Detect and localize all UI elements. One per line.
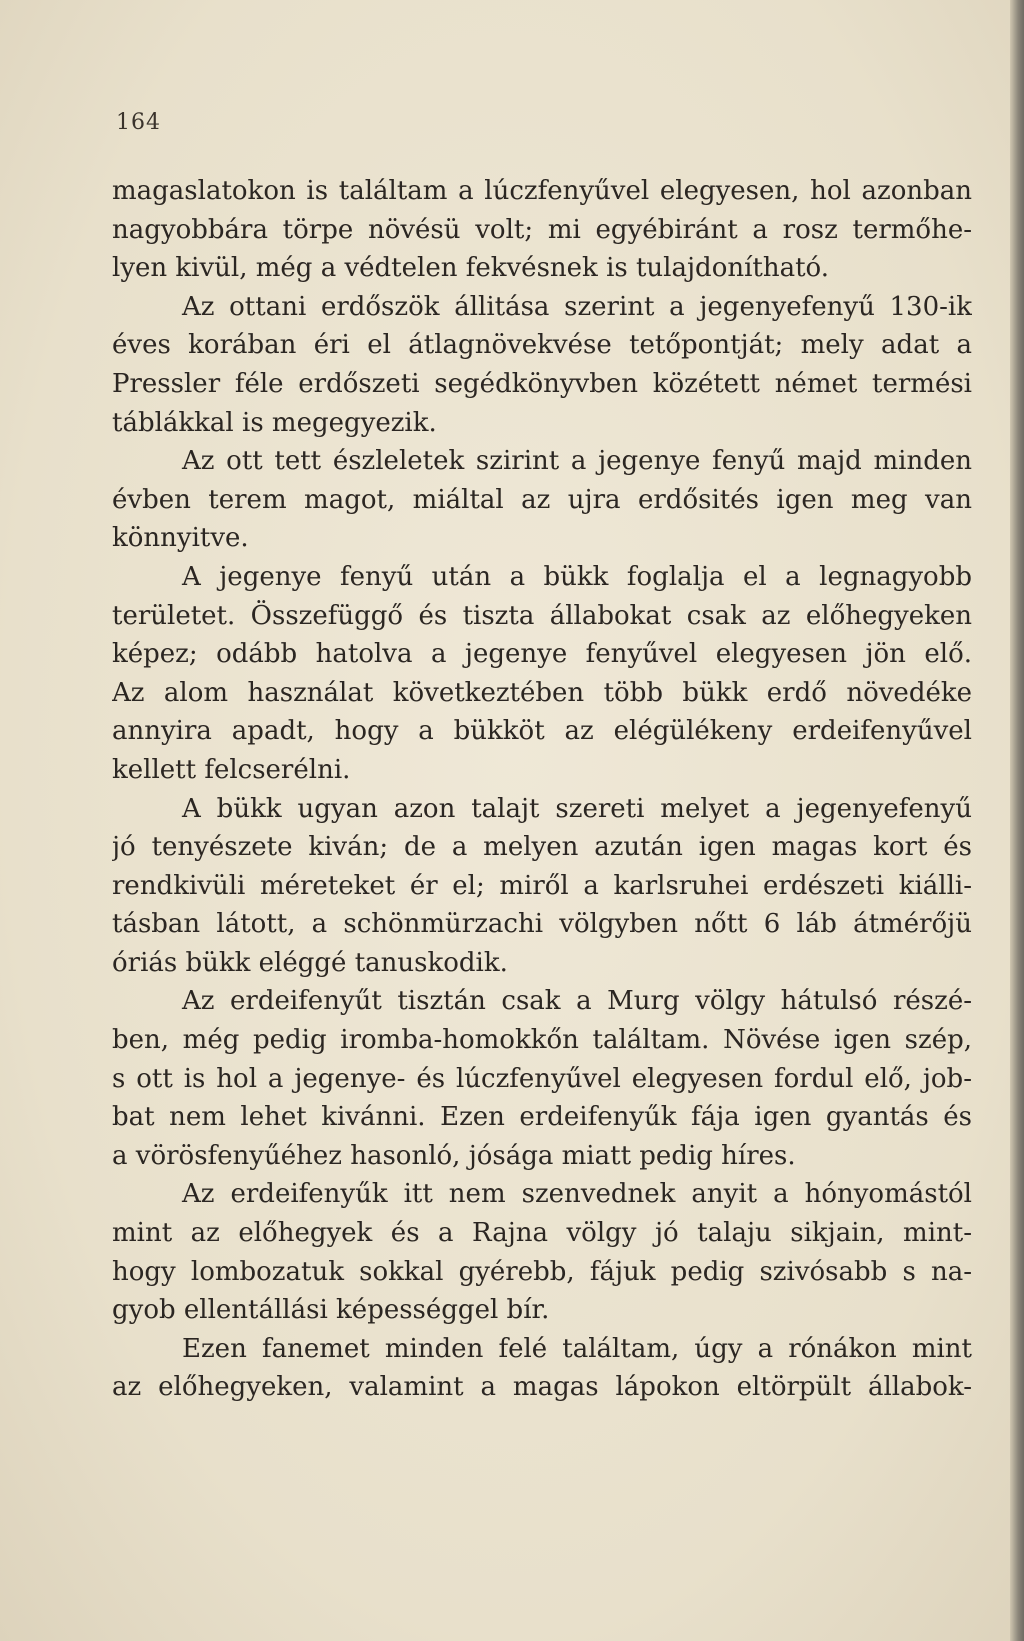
text-line: hogy lombozatuk sokkal gyérebb, fájuk pedig szivósabb s na-: [112, 1256, 972, 1287]
page-edge-shadow: [1010, 0, 1024, 1641]
text-line: Az ottani erdőszök állitása szerint a jegenyefenyű 130-ik: [182, 291, 972, 322]
text-line: Ezen fanemet minden felé találtam, úgy a rónákon mint: [182, 1333, 972, 1364]
text-line: képez; odább hatolva a jegenye fenyűvel elegyesen jön elő.: [112, 639, 972, 670]
text-line: területet. Összefüggő és tiszta állabokat csak az előhegyeken: [112, 600, 972, 631]
text-line: Az ott tett észleletek szirint a jegenye fenyű majd minden: [182, 446, 972, 477]
text-line: magaslatokon is találtam a lúczfenyűvel elegyesen, hol azonban: [112, 176, 972, 206]
text-line: az előhegyeken, valamint a magas lápokon eltörpült állabok-: [112, 1372, 972, 1403]
page-number: 164: [116, 110, 161, 135]
text-line: bat nem lehet kivánni. Ezen erdeifenyűk fája igen gyantás és: [112, 1102, 972, 1133]
text-line: A bükk ugyan azon talajt szereti melyet a jegenyefenyű: [182, 793, 972, 824]
text-line: Az erdeifenyűt tisztán csak a Murg völgy hátulsó részé-: [182, 986, 972, 1017]
text-line: mint az előhegyek és a Rajna völgy jó talaju sikjain, mint-: [112, 1218, 972, 1249]
text-line: jó tenyészete kiván; de a melyen azután igen magas kort és: [112, 832, 972, 863]
text-line: Az alom használat következtében több bükk erdő növedéke: [112, 677, 972, 708]
text-line: tásban látott, a schönmürzachi völgyben nőtt 6 láb átmérőjü: [112, 909, 972, 940]
text-line: lyen kivül, még a védtelen fekvésnek is tulajdonítható.: [112, 253, 830, 284]
text-line: a vörösfenyűéhez hasonló, jósága miatt pedig híres.: [112, 1140, 796, 1171]
body-text: [112, 172, 972, 1407]
text-line: s ott is hol a jegenye- és lúczfenyűvel elegyesen fordul elő, job-: [112, 1063, 972, 1094]
text-line: óriás bükk eléggé tanuskodik.: [112, 947, 508, 978]
text-line: évben terem magot, miáltal az ujra erdősités igen meg van: [112, 484, 972, 515]
text-line: kellett felcserélni.: [112, 754, 351, 785]
text-line: Az erdeifenyűk itt nem szenvednek anyit a hónyomástól: [182, 1179, 972, 1210]
text-line: gyob ellentállási képességgel bír.: [112, 1295, 550, 1326]
text-line: rendkivüli méreteket ér el; miről a karlsruhei erdészeti kiálli-: [112, 870, 972, 901]
text-line: annyira apadt, hogy a bükköt az elégülékeny erdeifenyűvel: [112, 716, 972, 747]
text-line: táblákkal is megegyezik.: [112, 407, 437, 438]
text-line: ben, még pedig iromba-homokkőn találtam. Növése igen szép,: [112, 1025, 972, 1056]
text-line: Pressler féle erdőszeti segédkönyvben közétett német termési: [112, 368, 972, 399]
text-line: A jegenye fenyű után a bükk foglalja el a legnagyobb: [182, 561, 972, 592]
text-line: könnyitve.: [112, 523, 249, 554]
text-line: éves korában éri el átlagnövekvése tetőpontját; mely adat a: [112, 330, 972, 361]
text-line: nagyobbára törpe növésü volt; mi egyébiránt a rosz termőhe-: [112, 214, 972, 245]
